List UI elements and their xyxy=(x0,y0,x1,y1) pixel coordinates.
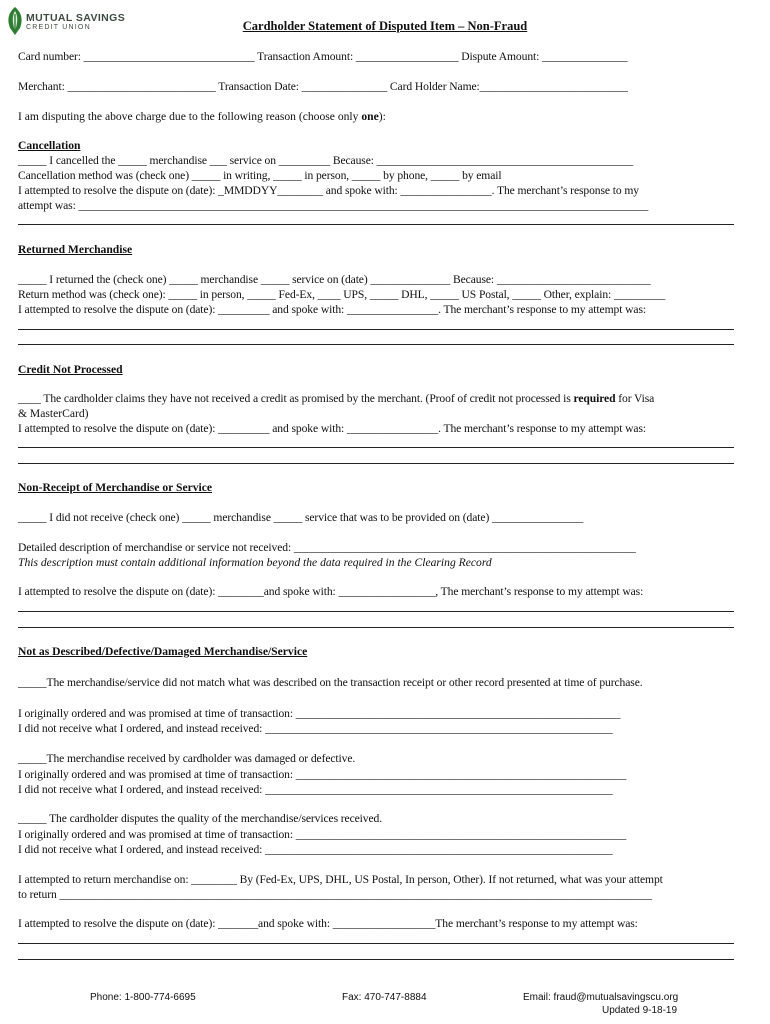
defective-ordered-2: I originally ordered and was promised at time of transaction: __________________________________________________________ xyxy=(18,768,627,781)
footer-email: Email: fraud@mutualsavingscu.org xyxy=(523,992,679,1003)
credit-heading: Credit Not Processed xyxy=(18,363,123,376)
nonreceipt-resolve: I attempted to resolve the dispute on (date): ________and spoke with: _________________, The merchant’s response to my attempt was: xyxy=(18,585,644,598)
reason-bold: one xyxy=(361,110,379,123)
credit-line xyxy=(18,392,740,406)
credit-required: required xyxy=(573,392,616,405)
cancellation-attempt: attempt was: ____________________________________________________________________________________________________ xyxy=(18,199,649,212)
defective-ordered-1: I originally ordered and was promised at time of transaction: _________________________________________________________ xyxy=(18,707,621,720)
credit-blank-line-2 xyxy=(18,463,734,464)
cancellation-heading: Cancellation xyxy=(18,139,81,152)
defective-blank-line-1 xyxy=(18,943,734,944)
nonreceipt-heading: Non-Receipt of Merchandise or Service xyxy=(18,481,213,494)
cancellation-line: _____ I cancelled the _____ merchandise ___ service on _________ Because: _____________________________________________ xyxy=(18,154,634,167)
defective-received-2: I did not receive what I ordered, and instead received: _____________________________________________________________ xyxy=(18,783,613,796)
footer-updated: Updated 9-18-19 xyxy=(602,1005,678,1016)
footer-phone: Phone: 1-800-774-6695 xyxy=(90,992,196,1003)
cancellation-blank-line xyxy=(18,224,734,225)
defective-damaged: _____The merchandise received by cardholder was damaged or defective. xyxy=(18,752,356,765)
cancellation-method: Cancellation method was (check one) _____ in writing, _____ in person, _____ by phone, _____ by email xyxy=(18,169,502,182)
header-row-card: Card number: ______________________________ Transaction Amount: __________________ Dispute Amount: _______________ xyxy=(18,50,628,63)
defective-blank-line-2 xyxy=(18,959,734,960)
defective-resolve: I attempted to resolve the dispute on (date): _______and spoke with: __________________The merchant’s response to my attempt was: xyxy=(18,917,638,930)
defective-ordered-3: I originally ordered and was promised at time of transaction: __________________________________________________________ xyxy=(18,828,627,841)
defective-return-attempt: I attempted to return merchandise on: ________ By (Fed-Ex, UPS, DHL, US Postal, In person, Other). If not returned, what was your attempt xyxy=(18,873,663,886)
defective-quality: _____ The cardholder disputes the quality of the merchandise/services received. xyxy=(18,812,383,825)
defective-heading: Not as Described/Defective/Damaged Merchandise/Service xyxy=(18,645,308,658)
nonreceipt-blank-line-1 xyxy=(18,611,734,612)
defective-mismatch: _____The merchandise/service did not match what was described on the transaction receipt or other record presented at time of purchase. xyxy=(18,676,643,689)
defective-received-1: I did not receive what I ordered, and instead received: _____________________________________________________________ xyxy=(18,722,613,735)
returned-blank-line-2 xyxy=(18,344,734,345)
defective-return-line: to return ________________________________________________________________________________________________________ xyxy=(18,888,652,901)
page-title: Cardholder Statement of Disputed Item – Non-Fraud xyxy=(242,19,528,33)
credit-resolve: I attempted to resolve the dispute on (date): _________ and spoke with: ________________. The merchant’s response to my attempt was: xyxy=(18,422,646,435)
returned-line: _____ I returned the (check one) _____ merchandise _____ service on (date) ______________ Because: ___________________________ xyxy=(18,273,651,286)
credit-text-end: for Visa xyxy=(615,392,655,405)
reason-text-end: ): xyxy=(378,110,386,123)
header-row-merchant: Merchant: __________________________ Transaction Date: _______________ Card Holder Name:__________________________ xyxy=(18,80,628,93)
returned-heading: Returned Merchandise xyxy=(18,243,133,256)
returned-method: Return method was (check one): _____ in person, _____ Fed-Ex, ____ UPS, _____ DHL, _____ US Postal, _____ Other, explain: _________ xyxy=(18,288,666,301)
nonreceipt-note: This description must contain additional information beyond the data required in the Clearing Record xyxy=(18,556,492,569)
defective-received-3: I did not receive what I ordered, and instead received: _____________________________________________________________ xyxy=(18,843,613,856)
reason-text: I am disputing the above charge due to the following reason (choose only xyxy=(18,110,362,123)
nonreceipt-line: _____ I did not receive (check one) _____ merchandise _____ service that was to be provided on (date) ________________ xyxy=(18,511,584,524)
cancellation-resolve: I attempted to resolve the dispute on (date): _MMDDYY________ and spoke with: ________________. The merchant’s response to my xyxy=(18,184,639,197)
nonreceipt-blank-line-2 xyxy=(18,627,734,628)
credit-blank-line-1 xyxy=(18,447,734,448)
reason-instruction xyxy=(18,110,740,124)
logo-name: MUTUAL SAVINGS xyxy=(26,12,126,24)
nonreceipt-description: Detailed description of merchandise or service not received: ____________________________________________________________ xyxy=(18,541,636,554)
credit-text: ____ The cardholder claims they have not received a credit as promised by the merchant. (Proof of credit not processed is xyxy=(18,392,574,405)
returned-blank-line-1 xyxy=(18,329,734,330)
footer-fax: Fax: 470-747-8884 xyxy=(342,992,427,1003)
returned-resolve: I attempted to resolve the dispute on (date): _________ and spoke with: ________________. The merchant’s response to my attempt was: xyxy=(18,303,646,316)
credit-line-cont: & MasterCard) xyxy=(18,407,89,420)
logo-subname: CREDIT UNION xyxy=(26,24,91,31)
